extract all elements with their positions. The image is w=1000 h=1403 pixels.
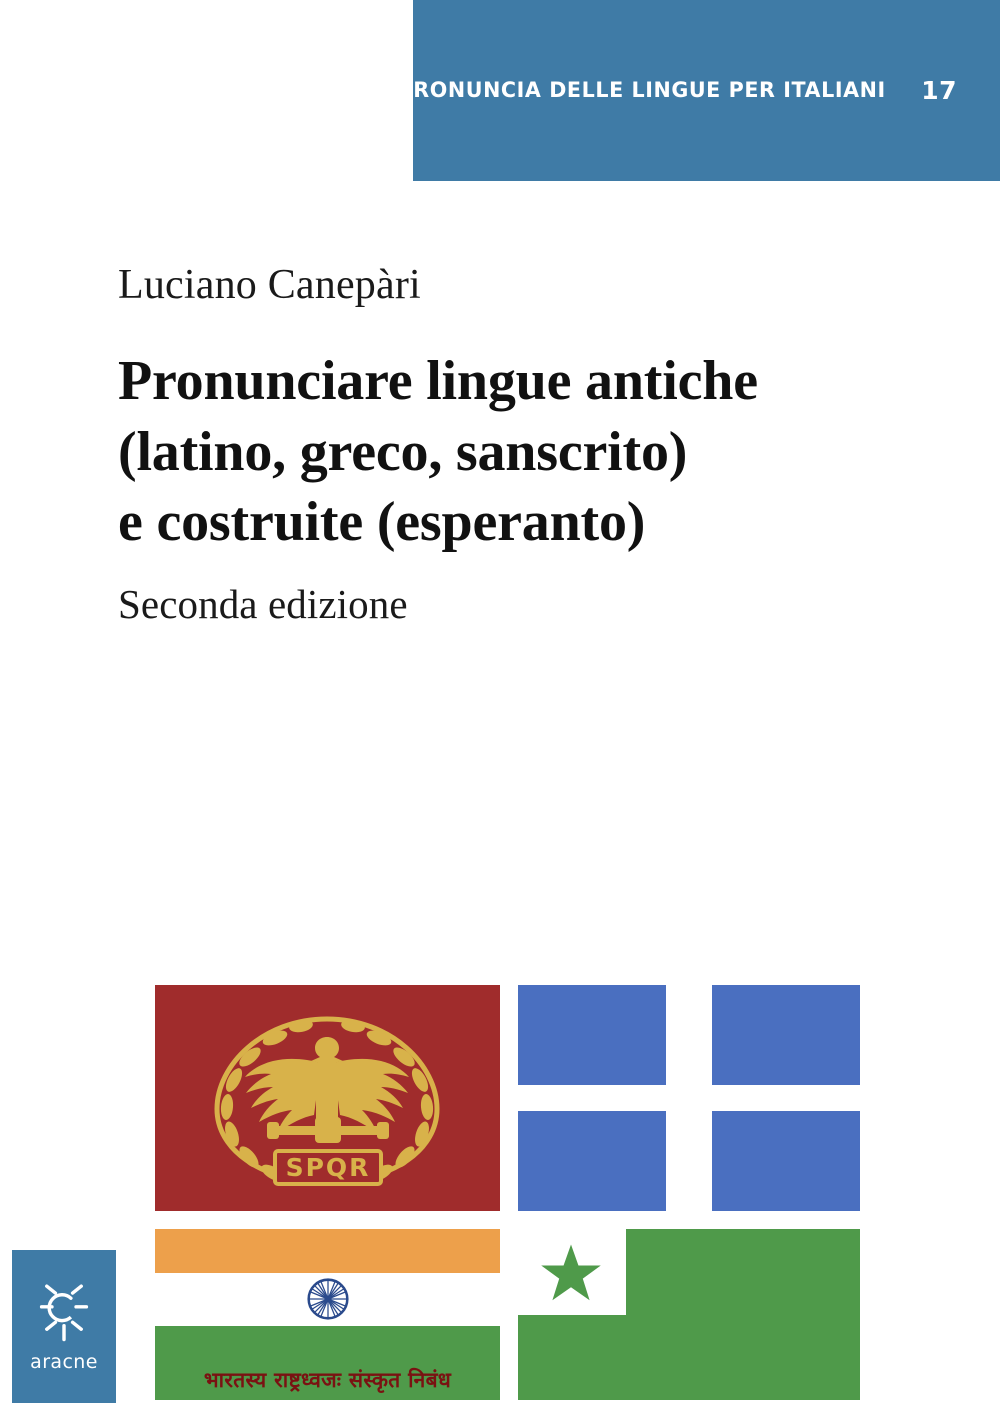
publisher-name: aracne (30, 1350, 98, 1373)
title-line-2: (latino, greco, sanscrito) (118, 420, 688, 483)
spqr-eagle-icon (155, 985, 500, 1211)
series-band-bar (359, 0, 1000, 181)
edition-label: Seconda edizione (118, 580, 408, 627)
aracne-spider-icon (38, 1281, 90, 1343)
ashoka-chakra-icon (307, 1278, 349, 1320)
roman-empire-flag (155, 985, 500, 1211)
greece-flag-quadrant-3 (518, 1111, 666, 1211)
greece-flag-quadrant-4 (712, 1111, 860, 1211)
page-title (118, 346, 918, 558)
series-number: 17 (921, 76, 957, 105)
author-name: Luciano Canepàri (118, 262, 421, 308)
esperanto-flag (518, 1229, 860, 1400)
flags-grid (155, 985, 860, 1400)
india-flag (155, 1229, 500, 1400)
india-flag-caption: भारतस्य राष्ट्रध्वजः संस्कृत निबंध (203, 1368, 452, 1392)
india-flag-saffron-band (155, 1229, 500, 1273)
greece-flag-quadrant-2 (712, 985, 860, 1085)
svg-text:SPQR: SPQR (285, 1153, 371, 1182)
publisher-logo (12, 1250, 116, 1403)
greece-flag-quadrant-1 (518, 985, 666, 1085)
series-title: LA PRONUNCIA DELLE LINGUE PER ITALIANI (359, 78, 886, 103)
title-line-3: e costruite (esperanto) (118, 491, 646, 554)
title-block (118, 262, 918, 628)
title-line-1: Pronunciare lingue antiche (118, 350, 758, 413)
series-band (0, 0, 1000, 181)
esperanto-star-icon (540, 1243, 602, 1303)
greece-flag (518, 985, 860, 1211)
